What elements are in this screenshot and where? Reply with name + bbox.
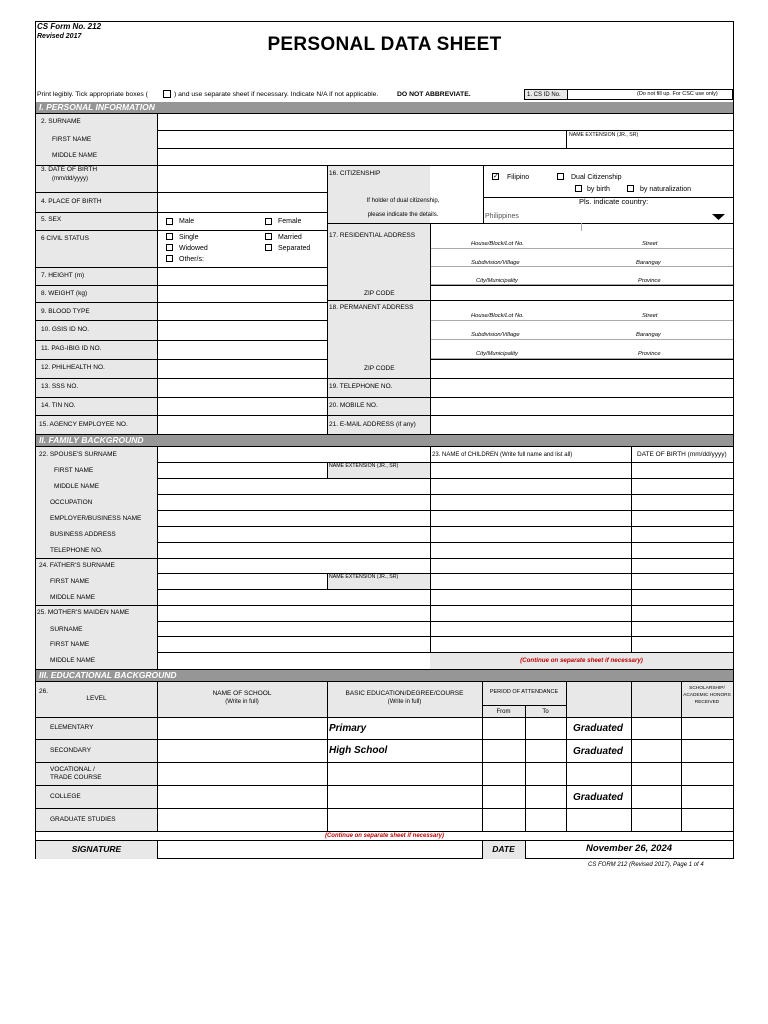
- dual-citizenship-note-2: please indicate the details.: [367, 212, 439, 218]
- indicate-country-label: Pls. indicate country:: [579, 197, 649, 206]
- mother-first-name-label: FIRST NAME: [50, 641, 90, 648]
- father-surname-label: 24. FATHER'S SURNAME: [39, 562, 115, 569]
- section-personal-information: I. PERSONAL INFORMATION: [36, 102, 733, 113]
- section-family-background: II. FAMILY BACKGROUND: [36, 435, 733, 446]
- height-label: 7. HEIGHT (m): [41, 272, 85, 279]
- instruction-text-a: Print legibly. Tick appropriate boxes (: [37, 91, 148, 98]
- degree-write-full: (Write in full): [387, 699, 422, 705]
- sss-label: 13. SSS NO.: [41, 383, 79, 390]
- philhealth-label: 12. PHILHEALTH NO.: [41, 364, 105, 371]
- secondary-status: Graduated: [573, 746, 624, 757]
- middle-name-label: MIDDLE NAME: [52, 152, 98, 159]
- res-city-label: City/Municipality: [476, 278, 518, 284]
- date-label: DATE: [492, 844, 515, 854]
- sex-female-checkbox[interactable]: [265, 218, 272, 225]
- civil-separated-label: Separated: [278, 245, 311, 252]
- civil-married-label: Married: [278, 234, 302, 241]
- by-birth-label: by birth: [587, 186, 610, 193]
- scholarship-header-1: SCHOLARSHIP/: [689, 686, 725, 691]
- school-write-full: (Write in full): [225, 699, 259, 705]
- instruction-text-b: ) and use separate sheet if necessary. Indicate N/A if not applicable.: [174, 91, 379, 98]
- date-value: November 26, 2024: [585, 843, 673, 854]
- period-header: PERIOD OF ATTENDANCE: [489, 689, 559, 695]
- degree-header: BASIC EDUCATION/DEGREE/COURSE: [345, 690, 464, 697]
- college-level: COLLEGE: [50, 793, 81, 800]
- sex-label: 5. SEX: [41, 216, 62, 223]
- residential-address-label: 17. RESIDENTIAL ADDRESS: [329, 232, 416, 239]
- signature-field[interactable]: [158, 841, 482, 859]
- section-educational-background: III. EDUCATIONAL BACKGROUND: [36, 670, 733, 681]
- by-naturalization-checkbox[interactable]: [627, 185, 634, 192]
- school-header: NAME OF SCHOOL: [212, 690, 272, 697]
- form-revision: Revised 2017: [37, 33, 82, 40]
- perm-province-label: Province: [638, 351, 661, 357]
- civil-widowed-label: Widowed: [179, 245, 208, 252]
- agency-employee-label: 15. AGENCY EMPLOYEE NO.: [39, 421, 128, 428]
- college-status: Graduated: [573, 792, 624, 803]
- blood-type-label: 9. BLOOD TYPE: [41, 308, 90, 315]
- spouse-first-name-label: FIRST NAME: [54, 467, 94, 474]
- civil-status-label: 6 CIVIL STATUS: [41, 235, 89, 242]
- children-header: 23. NAME of CHILDREN (Write full name and list all): [432, 452, 573, 458]
- check-icon: ✓: [493, 173, 499, 180]
- country-value: Philippines: [485, 213, 519, 220]
- to-header: To: [542, 709, 549, 715]
- secondary-level: SECONDARY: [50, 747, 92, 754]
- employer-label: EMPLOYER/BUSINESS NAME: [50, 515, 142, 522]
- pob-label: 4. PLACE OF BIRTH: [41, 198, 102, 205]
- mother-surname-label: SURNAME: [50, 626, 83, 633]
- permanent-address-label: 18. PERMANENT ADDRESS: [329, 304, 414, 311]
- telephone-label: 19. TELEPHONE NO.: [329, 383, 393, 390]
- email-label: 21. E-MAIL ADDRESS (if any): [329, 421, 416, 428]
- citizenship-label: 16. CITIZENSHIP: [329, 170, 381, 177]
- cs-id-label: 1. CS ID No.: [527, 92, 561, 98]
- civil-single-label: Single: [179, 234, 199, 241]
- page-title: PERSONAL DATA SHEET: [267, 34, 502, 55]
- spouse-middle-name-label: MIDDLE NAME: [54, 483, 100, 490]
- filipino-label: Filipino: [507, 174, 530, 181]
- elementary-course: Primary: [329, 723, 367, 734]
- level-header: LEVEL: [86, 695, 107, 702]
- name-extension-label: NAME EXTENSION (JR., SR): [569, 132, 639, 138]
- weight-label: 8. WEIGHT (kg): [41, 290, 88, 297]
- vocational-level-2: TRADE COURSE: [50, 774, 102, 781]
- dob-label: 3. DATE OF BIRTH: [41, 166, 98, 173]
- perm-house-label: House/Block/Lot No.: [471, 313, 524, 319]
- pagibig-label: 11. PAG-IBIG ID NO.: [41, 345, 102, 352]
- occupation-label: OCCUPATION: [50, 499, 93, 506]
- civil-married-checkbox[interactable]: [265, 233, 272, 240]
- civil-single-checkbox[interactable]: [166, 233, 173, 240]
- signature-label: SIGNATURE: [71, 844, 122, 854]
- dual-citizenship-label: Dual Citizenship: [571, 174, 622, 181]
- elementary-status: Graduated: [573, 723, 624, 734]
- graduate-studies-level: GRADUATE STUDIES: [50, 816, 116, 823]
- civil-separated-checkbox[interactable]: [265, 244, 272, 251]
- scholarship-header-2: ACADEMIC HONORS: [683, 693, 731, 698]
- surname-label: 2. SURNAME: [41, 118, 81, 125]
- by-birth-checkbox[interactable]: [575, 185, 582, 192]
- scholarship-header-3: RECEIVED: [694, 700, 720, 705]
- pds-form: [35, 21, 734, 859]
- res-house-label: House/Block/Lot No.: [471, 241, 524, 247]
- sex-male-checkbox[interactable]: [166, 218, 173, 225]
- spouse-telephone-label: TELEPHONE NO.: [50, 547, 103, 554]
- sex-male-label: Male: [179, 218, 195, 225]
- res-province-label: Province: [638, 278, 661, 284]
- civil-widowed-checkbox[interactable]: [166, 244, 173, 251]
- vocational-level-1: VOCATIONAL /: [50, 766, 95, 773]
- do-not-abbreviate: DO NOT ABBREVIATE.: [397, 91, 471, 98]
- perm-city-label: City/Municipality: [476, 351, 518, 357]
- sample-checkbox-icon: [163, 90, 171, 98]
- mother-maiden-label: 25. MOTHER'S MAIDEN NAME: [37, 609, 130, 616]
- chevron-down-icon: [712, 214, 725, 220]
- mobile-label: 20. MOBILE NO.: [329, 402, 378, 409]
- res-subdivision-label: Subdivision/Village: [471, 260, 520, 266]
- dual-citizenship-checkbox[interactable]: [557, 173, 564, 180]
- country-select[interactable]: [483, 210, 733, 223]
- spouse-surname-label: 22. SPOUSE'S SURNAME: [39, 451, 117, 458]
- secondary-course: High School: [329, 745, 388, 756]
- perm-subdivision-label: Subdivision/Village: [471, 332, 520, 338]
- gsis-label: 10. GSIS ID NO.: [41, 326, 90, 333]
- business-address-label: BUSINESS ADDRESS: [50, 531, 116, 538]
- page-footer-note: CS FORM 212 (Revised 2017), Page 1 of 4: [588, 862, 704, 868]
- education-continue-note: (Continue on separate sheet if necessary): [324, 833, 445, 839]
- dob-format-label: (mm/dd/yyyy): [52, 176, 88, 182]
- cs-id-note: (Do not fill up. For CSC use only): [637, 91, 718, 97]
- perm-street-label: Street: [642, 313, 658, 319]
- father-name-extension-label: NAME EXTENSION (JR., SR): [329, 574, 399, 580]
- res-street-label: Street: [642, 241, 658, 247]
- res-barangay-label: Barangay: [636, 260, 661, 266]
- education-item-number: 26.: [39, 688, 49, 695]
- perm-barangay-label: Barangay: [636, 332, 661, 338]
- father-first-name-label: FIRST NAME: [50, 578, 90, 585]
- civil-others-checkbox[interactable]: [166, 255, 173, 262]
- children-dob-header: DATE OF BIRTH (mm/dd/yyyy): [637, 451, 727, 458]
- first-name-label: FIRST NAME: [52, 136, 92, 143]
- spouse-name-extension-label: NAME EXTENSION (JR., SR): [329, 463, 399, 469]
- elementary-level: ELEMENTARY: [50, 724, 94, 731]
- dual-citizenship-note-1: If holder of dual citizenship,: [366, 198, 440, 204]
- form-number: CS Form No. 212: [37, 22, 102, 31]
- filipino-checkbox[interactable]: [492, 173, 499, 180]
- res-zip-label: ZIP CODE: [364, 290, 395, 297]
- sex-female-label: Female: [278, 218, 302, 225]
- tin-label: 14. TIN NO.: [41, 402, 76, 409]
- mother-middle-name-label: MIDDLE NAME: [50, 657, 96, 664]
- perm-zip-label: ZIP CODE: [364, 365, 395, 372]
- from-header: From: [496, 709, 511, 715]
- civil-others-label: Other/s:: [179, 256, 204, 263]
- by-naturalization-label: by naturalization: [640, 186, 691, 193]
- father-middle-name-label: MIDDLE NAME: [50, 594, 96, 601]
- family-continue-note: (Continue on separate sheet if necessary): [520, 657, 643, 664]
